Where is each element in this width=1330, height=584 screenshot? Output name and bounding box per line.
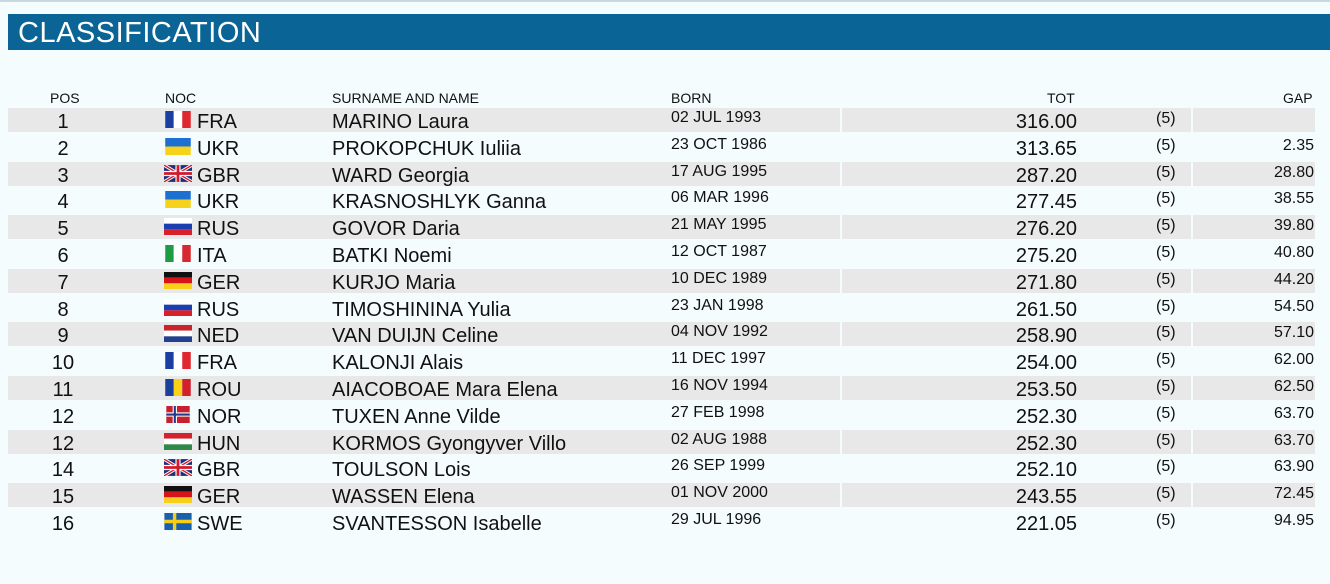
born-cell: 17 AUG 1995 <box>671 162 768 180</box>
table-row <box>8 188 1315 212</box>
count-cell: (5) <box>1156 351 1176 369</box>
total-cell: 252.30 <box>1015 405 1077 428</box>
table-row <box>8 242 1315 266</box>
gap-cell: 62.50 <box>1273 378 1314 395</box>
position-cell: 11 <box>52 379 74 401</box>
noc-cell: SWE <box>197 513 243 535</box>
noc-cell: FRA <box>197 111 237 133</box>
athlete-name-cell: KORMOS Gyongyver Villo <box>332 432 567 455</box>
gap-cell: 40.80 <box>1273 244 1314 261</box>
total-cell: 254.00 <box>1015 352 1077 375</box>
count-cell: (5) <box>1156 431 1176 449</box>
born-cell: 16 NOV 1994 <box>671 377 768 394</box>
table-row <box>8 510 1315 534</box>
count-cell: (5) <box>1156 324 1176 342</box>
total-cell: 243.55 <box>1015 486 1077 509</box>
total-cell: 316.00 <box>1015 111 1077 133</box>
count-cell: (5) <box>1156 163 1176 181</box>
noc-cell: HUN <box>197 432 241 455</box>
position-cell: 15 <box>51 486 75 509</box>
table-row <box>8 430 1315 454</box>
gap-cell: 28.80 <box>1273 163 1314 181</box>
table-row <box>8 322 1315 346</box>
position-cell: 7 <box>57 271 69 294</box>
gbr-flag-icon <box>164 165 192 182</box>
total-cell: 252.30 <box>1015 432 1077 455</box>
gap-cell: 62.00 <box>1273 351 1314 369</box>
classification-banner <box>8 14 1330 50</box>
athlete-name-cell: TIMOSHININA Yulia <box>332 298 511 321</box>
table-row <box>8 456 1315 480</box>
noc-cell: ITA <box>197 245 227 267</box>
swe-flag-icon <box>164 513 192 530</box>
count-cell: (5) <box>1156 297 1176 315</box>
ger-flag-icon <box>164 272 192 289</box>
noc-cell: GER <box>197 271 241 294</box>
noc-cell: UKR <box>197 191 240 214</box>
born-cell: 06 MAR 1996 <box>671 189 769 207</box>
gap-cell: 63.70 <box>1273 431 1314 449</box>
noc-cell: UKR <box>197 137 240 160</box>
gap-cell: 94.95 <box>1273 512 1314 529</box>
count-cell: (5) <box>1156 378 1176 395</box>
total-cell: 287.20 <box>1015 164 1077 187</box>
born-cell: 27 FEB 1998 <box>671 403 765 421</box>
gap-cell: 44.20 <box>1273 270 1314 288</box>
athlete-name-cell: BATKI Noemi <box>332 245 452 267</box>
table-row <box>8 162 1315 186</box>
position-cell: 6 <box>57 245 69 267</box>
noc-cell: ROU <box>197 379 242 401</box>
top-divider <box>0 0 1330 2</box>
column-header-noc: NOC <box>165 90 197 106</box>
position-cell: 5 <box>57 218 69 241</box>
ned-flag-icon <box>164 325 192 342</box>
gap-cell: 38.55 <box>1273 190 1314 208</box>
noc-cell: RUS <box>197 298 240 321</box>
table-row <box>8 296 1315 320</box>
noc-cell: NED <box>197 325 240 348</box>
table-row <box>8 349 1315 373</box>
rus-flag-icon <box>164 218 192 235</box>
ita-flag-icon <box>164 245 192 262</box>
count-cell: (5) <box>1156 217 1176 235</box>
count-cell: (5) <box>1156 512 1176 529</box>
count-cell: (5) <box>1156 270 1176 288</box>
count-cell: (5) <box>1156 136 1176 154</box>
total-cell: 271.80 <box>1015 271 1077 294</box>
table-row <box>8 269 1315 293</box>
ukr-flag-icon <box>164 191 192 208</box>
count-cell: (5) <box>1156 110 1176 127</box>
table-row <box>8 135 1315 159</box>
athlete-name-cell: TUXEN Anne Vilde <box>332 405 501 428</box>
noc-cell: FRA <box>197 352 237 375</box>
total-cell: 252.10 <box>1015 459 1077 482</box>
ger-flag-icon <box>164 486 192 503</box>
position-cell: 12 <box>51 432 75 455</box>
count-cell: (5) <box>1156 458 1176 476</box>
noc-cell: GBR <box>197 459 241 482</box>
column-header-gap: GAP <box>1283 90 1313 106</box>
athlete-name-cell: VAN DUIJN Celine <box>332 325 499 348</box>
athlete-name-cell: AIACOBOAE Mara Elena <box>332 379 558 401</box>
column-header-tot: TOT <box>1047 90 1075 106</box>
count-cell: (5) <box>1156 485 1176 503</box>
born-cell: 26 SEP 1999 <box>671 457 766 475</box>
table-row <box>8 376 1315 400</box>
count-cell: (5) <box>1156 404 1176 422</box>
born-cell: 23 OCT 1986 <box>671 135 767 153</box>
count-cell: (5) <box>1156 244 1176 261</box>
athlete-name-cell: WARD Georgia <box>332 164 470 187</box>
rus-flag-icon <box>164 299 192 316</box>
born-cell: 12 OCT 1987 <box>671 243 767 260</box>
total-cell: 277.45 <box>1015 191 1077 214</box>
table-row <box>8 215 1315 239</box>
noc-cell: GBR <box>197 164 241 187</box>
athlete-name-cell: KURJO Maria <box>332 271 456 294</box>
total-cell: 276.20 <box>1015 218 1077 241</box>
athlete-name-cell: GOVOR Daria <box>332 218 460 241</box>
rou-flag-icon <box>164 379 192 396</box>
noc-cell: GER <box>197 486 241 509</box>
position-cell: 10 <box>51 352 75 375</box>
athlete-name-cell: PROKOPCHUK Iuliia <box>332 137 521 160</box>
born-cell: 10 DEC 1989 <box>671 269 768 287</box>
total-cell: 275.20 <box>1015 245 1077 267</box>
position-cell: 14 <box>51 459 75 482</box>
column-header-name: SURNAME AND NAME <box>332 90 480 106</box>
gap-cell: 63.70 <box>1273 404 1314 422</box>
position-cell: 9 <box>57 325 69 348</box>
athlete-name-cell: TOULSON Lois <box>332 459 471 482</box>
nor-flag-icon <box>164 406 192 423</box>
total-cell: 253.50 <box>1015 379 1077 401</box>
fra-flag-icon <box>164 352 192 369</box>
born-cell: 21 MAY 1995 <box>671 216 767 234</box>
gap-cell: 63.90 <box>1273 458 1314 476</box>
born-cell: 04 NOV 1992 <box>671 323 768 341</box>
total-cell: 258.90 <box>1015 325 1077 348</box>
position-cell: 4 <box>57 191 69 214</box>
athlete-name-cell: KRASNOSHLYK Ganna <box>332 191 547 214</box>
count-cell: (5) <box>1156 190 1176 208</box>
total-cell: 261.50 <box>1015 298 1077 321</box>
gap-cell: 72.45 <box>1273 485 1314 503</box>
athlete-name-cell: MARINO Laura <box>332 111 469 133</box>
gap-cell: 2.35 <box>1282 136 1314 154</box>
column-header-pos: POS <box>50 90 80 106</box>
total-cell: 313.65 <box>1015 137 1077 160</box>
position-cell: 1 <box>57 111 69 133</box>
total-cell: 221.05 <box>1015 513 1077 535</box>
hun-flag-icon <box>164 433 192 450</box>
athlete-name-cell: KALONJI Alais <box>332 352 464 375</box>
fra-flag-icon <box>164 111 192 128</box>
athlete-name-cell: WASSEN Elena <box>332 486 475 509</box>
noc-cell: NOR <box>197 405 242 428</box>
position-cell: 8 <box>57 298 69 321</box>
born-cell: 02 JUL 1993 <box>671 109 762 126</box>
position-cell: 2 <box>57 137 69 160</box>
born-cell: 23 JAN 1998 <box>671 296 764 314</box>
row-shading <box>1193 108 1315 132</box>
noc-cell: RUS <box>197 218 240 241</box>
position-cell: 12 <box>51 405 75 428</box>
table-row <box>8 403 1315 427</box>
position-cell: 3 <box>57 164 69 187</box>
gap-cell: 57.10 <box>1273 324 1314 342</box>
table-row <box>8 483 1315 507</box>
born-cell: 02 AUG 1988 <box>671 430 768 448</box>
gap-cell: 39.80 <box>1273 217 1314 235</box>
column-header-born: BORN <box>671 90 712 106</box>
born-cell: 11 DEC 1997 <box>671 350 766 368</box>
ukr-flag-icon <box>164 138 192 155</box>
position-cell: 16 <box>51 513 75 535</box>
born-cell: 01 NOV 2000 <box>671 484 768 502</box>
gbr-flag-icon <box>164 459 192 476</box>
table-row <box>8 108 1315 132</box>
born-cell: 29 JUL 1996 <box>671 511 762 528</box>
athlete-name-cell: SVANTESSON Isabelle <box>332 513 542 535</box>
gap-cell: 54.50 <box>1273 297 1314 315</box>
page-title: CLASSIFICATION <box>18 17 262 49</box>
